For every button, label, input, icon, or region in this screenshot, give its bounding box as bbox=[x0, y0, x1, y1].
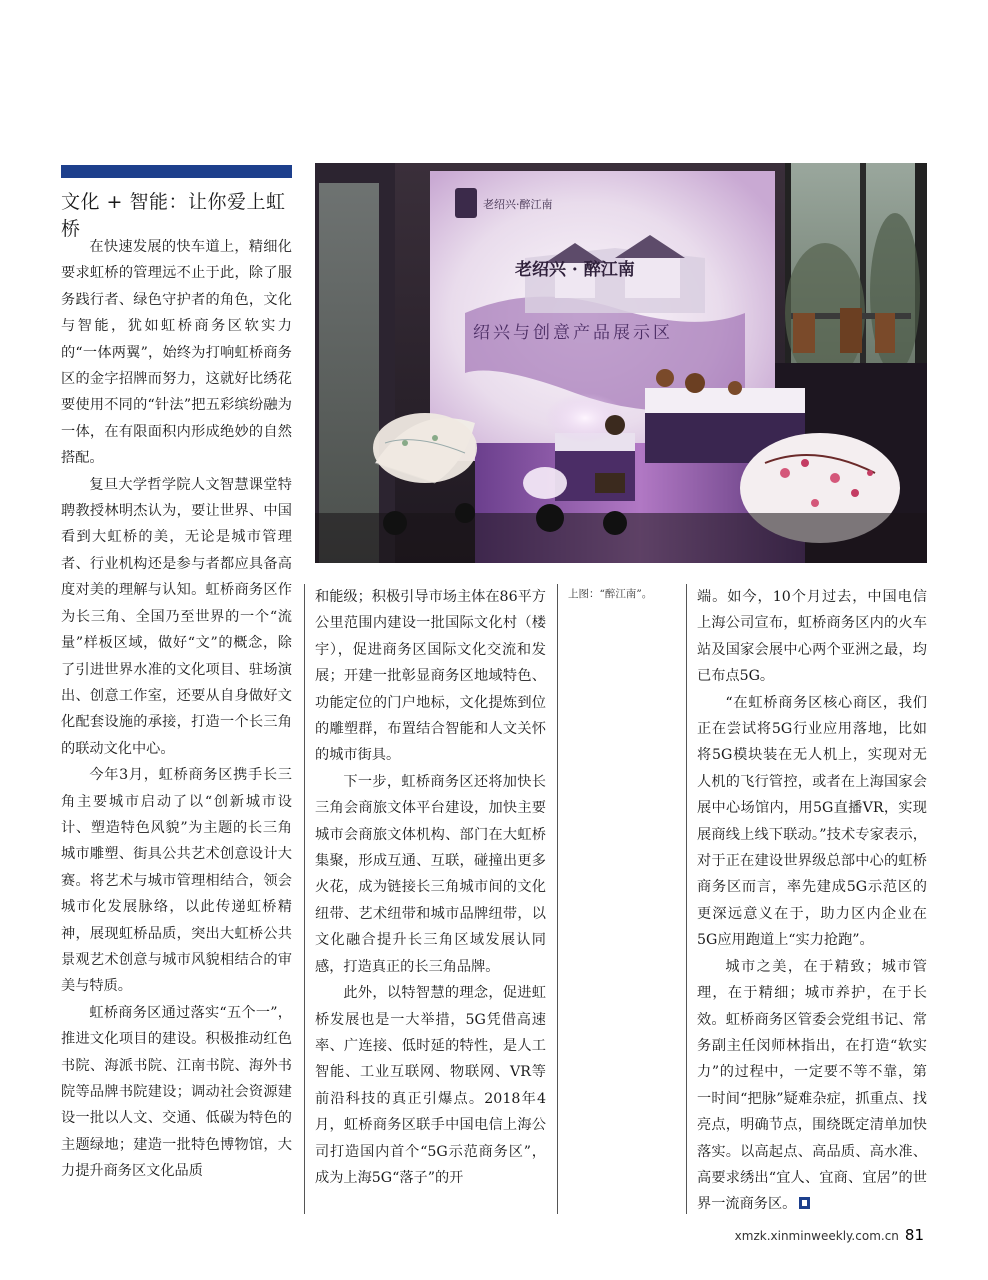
photo-caption: 上图：“醉江南”。 bbox=[568, 588, 653, 600]
event-photo bbox=[315, 163, 927, 563]
paragraph: “在虹桥商务区核心商区，我们正在尝试将5G行业应用落地，比如将5G模块装在无人机上，实现对无人机的飞行管控，或者在上海国家会展中心场馆内，用5G直播VR，实现展商线上线下联动。”技术专家表示，对于正在建设世界级总部中心的虹桥商务区而言，率先建成5G示范区的更深远意义在于，助力区内企业在5G应用跑道上“实力抢跑”。 bbox=[697, 694, 927, 949]
paragraph: 复旦大学哲学院人文智慧课堂特聘教授林明杰认为，要让世界、中国看到大虹桥的美，无论是城市管理者、行业机构还是参与者都应具备高度对美的理解与认知。虹桥商务区作为长三角、全国乃至世界的一个“流量”样板区域，做好“文”的概念，除了引进世界水准的文化项目、驻场演出、创意工作室，还要从自身做好文化配套设施的承接，打造一个长三角的联动文化中心。 bbox=[61, 476, 292, 757]
column-1 bbox=[61, 234, 292, 1185]
paragraph-text: 城市之美，在于精致；城市管理，在于精细；城市养护，在于长效。虹桥商务区管委会党组书记、常务副主任闵师林指出，在打造“软实力”的过程中，一定要不等不靠，第一时间“把脉”疑难杂症，抓重点、找亮点，明确节点，围绕既定清单加快落实。以高起点、高品质、高水准、高要求绣出“宜人、宜商、宜居”的世界一流商务区。 bbox=[697, 958, 927, 1213]
column-divider bbox=[557, 584, 558, 1214]
column-3 bbox=[697, 584, 927, 1218]
paragraph: 此外，以特智慧的理念，促进虹桥发展也是一大举措，5G凭借高速率、广连接、低时延的特性，是人工智能、工业互联网、物联网、VR等前沿科技的真正引爆点。2018年4月，虹桥商务区联手中国电信上海公司打造国内首个“5G示范商务区”，成为上海5G“落子”的开 bbox=[315, 985, 546, 1186]
paragraph: 下一步，虹桥商务区还将加快长三角会商旅文体平台建设，加快主要城市会商旅文体机构、部门在大虹桥集聚，形成互通、互联，碰撞出更多火花，成为链接长三角城市间的文化纽带、艺术纽带和城市品牌纽带，以文化融合提升长三角区域发展认同感，打造真正的长三角品牌。 bbox=[315, 773, 546, 975]
paragraph bbox=[697, 954, 927, 1218]
page-footer bbox=[735, 1226, 924, 1244]
page-number: 81 bbox=[904, 1226, 924, 1244]
paragraph: 端。如今，10个月过去，中国电信上海公司宣布，虹桥商务区内的火车站及国家会展中心两个亚洲之最，均已布点5G。 bbox=[697, 589, 927, 685]
paragraph: 虹桥商务区通过落实“五个一”，推进文化项目的建设。积极推动红色书院、海派书院、江南书院、海外书院等品牌书院建设；调动社会资源建设一批以人文、交通、低碳为特色的主题绿地；建造一批特色博物馆，大力提升商务区文化品质 bbox=[61, 1004, 292, 1180]
section-title: 文化 + 智能：让你爱上虹桥 bbox=[61, 191, 286, 240]
column-2 bbox=[315, 584, 546, 1191]
website-url: xmzk.xinminweekly.com.cn bbox=[734, 1229, 899, 1243]
paragraph: 在快速发展的快车道上，精细化要求虹桥的管理远不止于此，除了服务践行者、绿色守护者的角色，文化与智能，犹如虹桥商务区软实力的“一体两翼”，始终为打响虹桥商务区的金字招牌而努力，这就好比绣花要使用不同的“针法”把五彩缤纷融为一体，在有限面积内形成绝妙的自然搭配。 bbox=[61, 239, 292, 467]
paragraph: 今年3月，虹桥商务区携手长三角主要城市启动了以“创新城市设计、塑造特色风貌”为主题的长三角城市雕塑、街具公共艺术创意设计大赛。将艺术与城市管理相结合，领会城市化发展脉络，以此传递虹桥精神，展现虹桥品质，突出大虹桥公共景观艺术创意与城市风貌相结合的审美与特质。 bbox=[61, 767, 292, 995]
column-divider bbox=[686, 584, 687, 1214]
paragraph: 和能级；积极引导市场主体在86平方公里范围内建设一批国际文化村（楼宇），促进商务区国际文化交流和发展；开建一批彰显商务区地域特色、功能定位的门户地标，文化提炼到位的雕塑群，布置结合智能和人文关怀的城市街具。 bbox=[315, 589, 546, 764]
backdrop-subheading: 绍兴与创意产品展示区 bbox=[473, 323, 673, 343]
column-divider bbox=[304, 584, 305, 1214]
section-bar bbox=[61, 165, 292, 178]
backdrop-brand: 老绍兴·醉江南 bbox=[483, 198, 553, 211]
backdrop-heading: 老绍兴 · 醉江南 bbox=[515, 260, 635, 280]
end-mark-icon bbox=[799, 1197, 810, 1209]
